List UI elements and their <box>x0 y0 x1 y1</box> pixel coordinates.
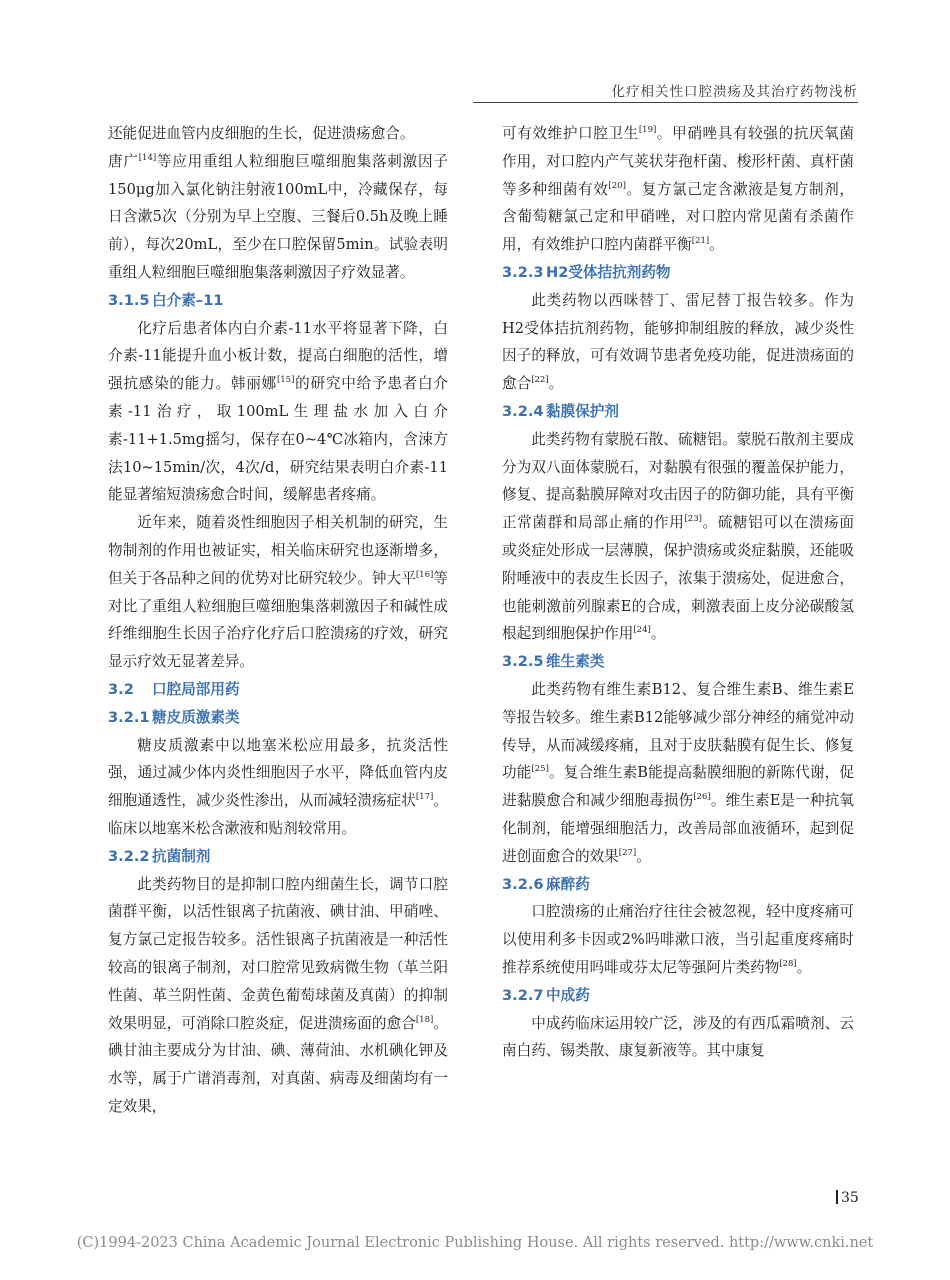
citation: [15] <box>276 375 295 386</box>
citation: [18] <box>415 1014 434 1025</box>
section-heading: 3.2.5 维生素类 <box>502 653 605 671</box>
paragraph: 唐广[14]等应用重组人粒细胞巨噬细胞集落刺激因子150μg加入氯化钠注射液100mL中，冷藏保存，每日含漱5次（分别为早上空腹、三餐后0.5h及晚上睡前），每次20mL，至少在口腔保留5min。试验表明重组人粒细胞巨噬细胞集落刺激因子疗效显著。 <box>108 152 448 281</box>
citation: [19] <box>638 125 657 135</box>
paragraph: 此类药物以西咪替丁、雷尼替丁报告较多。作为H2受体拮抗剂药物，能够抑制组胺的释放，减少炎性因子的释放，可有效调节患者免疫功能，促进溃疡面的愈合[22]。 <box>502 291 854 393</box>
citation: [27] <box>618 847 637 858</box>
section-heading: 3.2.7 中成药 <box>502 986 590 1004</box>
running-header: 化疗相关性口腔溃疡及其治疗药物浅析 <box>611 84 858 100</box>
paragraph: 还能促进血管内皮细胞的生长，促进溃疡愈合。 <box>108 125 415 142</box>
section-heading: 3.2.3 H2受体拮抗剂药物 <box>502 263 671 281</box>
left-column <box>108 120 448 1121</box>
section-heading: 3.2.6 麻醉药 <box>502 875 590 893</box>
citation: [16] <box>415 569 434 580</box>
paragraph: 可有效维护口腔卫生[19]。甲硝唑具有较强的抗厌氧菌作用，对口腔内产气荚状芽孢杆菌、梭形杆菌、真杆菌等多种细菌有效[20]。复方氯己定含漱液是复方制剂，含葡萄糖氯己定和甲硝唑，对口腔内常见菌有杀菌作用，有效维护口腔内菌群平衡[21]。 <box>502 125 854 254</box>
section-heading: 3.1.5 白介素–11 <box>108 291 224 309</box>
citation: [23] <box>684 514 702 525</box>
section-heading: 3.2 口腔局部用药 <box>108 680 240 698</box>
citation: [28] <box>779 958 797 969</box>
paragraph: 糖皮质激素中以地塞米松应用最多，抗炎活性强，通过减少体内炎性细胞因子水平，降低血管内皮细胞通透性，减少炎性渗出，从而减轻溃疡症状[17]。临床以地塞米松含漱液和贴剂较常用。 <box>108 736 448 837</box>
section-heading: 3.2.4 黏膜保护剂 <box>502 402 619 420</box>
citation: [20] <box>608 180 626 191</box>
paragraph: 中成药临床运用较广泛，涉及的有西瓜霜喷剂、云南白药、锡类散、康复新液等。其中康复 <box>502 1014 854 1060</box>
paragraph: 近年来，随着炎性细胞因子相关机制的研究，生物制剂的作用也被证实，相关临床研究也逐渐增多，但关于各品种之间的优势对比研究较少。钟大平[16]等对比了重组人粒细胞巨噬细胞集落刺激因子和碱性成纤维细胞生长因子治疗化疗后口腔溃疡的疗效，研究显示疗效无显著差异。 <box>108 514 448 671</box>
page-number: 35 <box>836 1190 859 1206</box>
paragraph: 此类药物有维生素B12、复合维生素B、维生素E等报告较多。维生素B12能够减少部分神经的痛觉冲动传导，从而减缓疼痛，且对于皮肤黏膜有促生长、修复功能[25]。复合维生素B能提高黏膜细胞的新陈代谢，促进黏膜愈合和减少细胞毒损伤[26]。维生素E是一种抗氧化制剂，能增强细胞活力，改善局部血液循环，起到促进创面愈合的效果[27]。 <box>502 680 854 865</box>
citation: [24] <box>633 625 651 636</box>
section-heading: 3.2.2 抗菌制剂 <box>108 847 211 865</box>
citation: [14] <box>138 152 157 163</box>
copyright-footer: (C)1994-2023 China Academic Journal Electronic Publishing House. All rights reserved. http://www.cnki.net <box>76 1235 874 1251</box>
paragraph: 此类药物有蒙脱石散、硫糖铝。蒙脱石散剂主要成分为双八面体蒙脱石，对黏膜有很强的覆盖保护能力，修复、提高黏膜屏障对攻击因子的防御功能，具有平衡正常菌群和局部止痛的作用[23]。硫糖铝可以在溃疡面或炎症处形成一层薄膜，保护溃疡或炎症黏膜，还能吸附唾液中的表皮生长因子，浓集于溃疡处，促进愈合，也能刺激前列腺素E的合成，刺激表面上皮分泌碳酸氢根起到细胞保护作用[24]。 <box>502 430 854 643</box>
citation: [21] <box>691 236 710 247</box>
paragraph: 口腔溃疡的止痛治疗往往会被忽视，轻中度疼痛可以使用利多卡因或2%吗啡漱口液，当引起重度疼痛时推荐系统使用吗啡或芬太尼等强阿片类药物[28]。 <box>502 903 854 976</box>
citation: [17] <box>415 792 434 803</box>
paragraph: 此类药物目的是抑制口腔内细菌生长，调节口腔菌群平衡，以活性银离子抗菌液、碘甘油、甲硝唑、复方氯己定报告较多。活性银离子抗菌液是一种活性较高的银离子制剂，对口腔常见致病微生物（革兰阳性菌、革兰阴性菌、金黄色葡萄球菌及真菌）的抑制效果明显，可消除口腔炎症，促进溃疡面的愈合[18]。碘甘油主要成分为甘油、碘、薄荷油、水机碘化钾及水等，属于广谱消毒剂，对真菌、病毒及细菌均有一定效果， <box>108 875 448 1115</box>
header-rule <box>473 102 858 103</box>
citation: [26] <box>693 792 711 803</box>
citation: [22] <box>531 375 549 386</box>
right-column <box>502 120 854 1065</box>
section-heading: 3.2.1 糖皮质激素类 <box>108 708 240 726</box>
citation: [25] <box>531 764 549 775</box>
paragraph: 化疗后患者体内白介素-11水平将显著下降，白介素-11能提升血小板计数，提高白细胞的活性，增强抗感染的能力。韩丽娜[15]的研究中给予患者白介素-11治疗，取100mL生理盐水加入白介素-11+1.5mg摇匀，保存在0~4℃冰箱内，含涑方法10~15min/次，4次/d，研究结果表明白介素-11能显著缩短溃疡愈合时间，缓解患者疼痛。 <box>108 319 448 504</box>
